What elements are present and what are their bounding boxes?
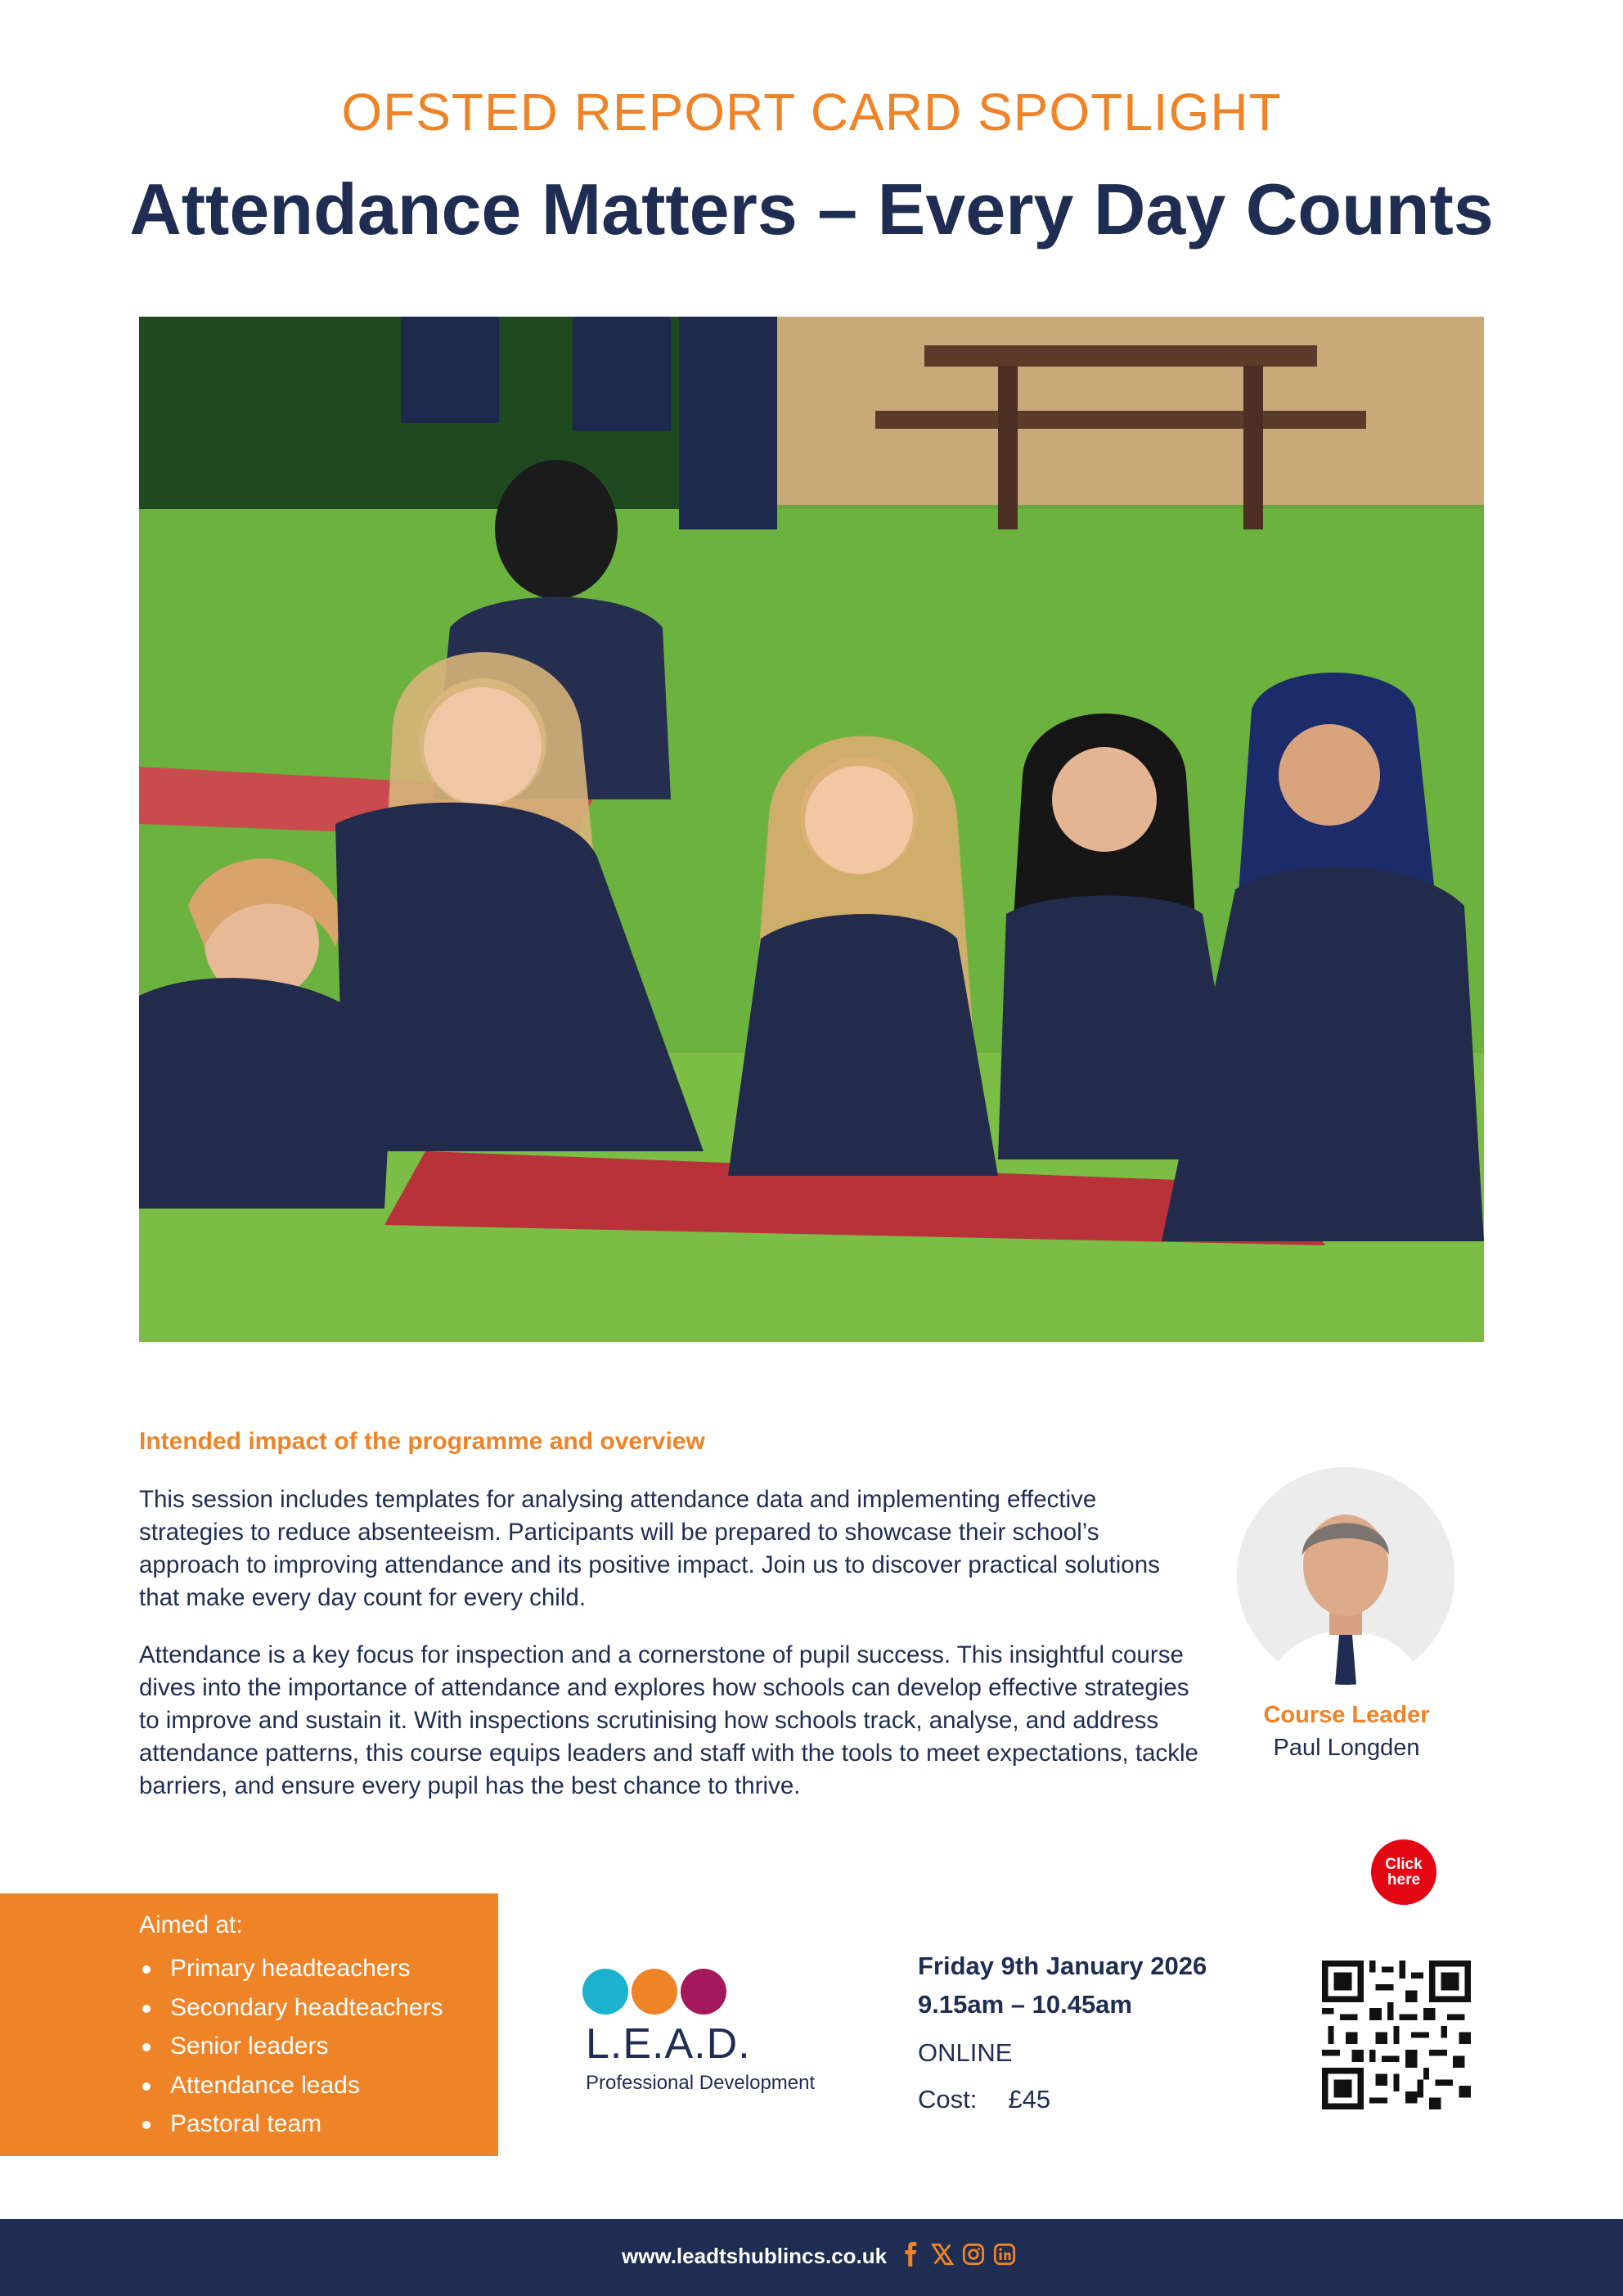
page-title: Attendance Matters – Every Day Counts: [129, 169, 1494, 250]
x-icon[interactable]: [931, 2242, 954, 2267]
page-kicker: OFSTED REPORT CARD SPOTLIGHT: [341, 83, 1282, 142]
course-leader-photo: [1237, 1467, 1454, 1685]
list-item: Senior leaders: [139, 2027, 443, 2066]
course-leader-name: Paul Longden: [1273, 1735, 1420, 1761]
linkedin-icon[interactable]: [993, 2242, 1016, 2267]
audience-list: [139, 1949, 443, 2144]
social-links: [900, 2242, 1016, 2267]
instagram-icon[interactable]: [962, 2242, 985, 2267]
logo-dot-purple: [681, 1969, 726, 2015]
logo-dot-orange: [632, 1969, 677, 2015]
logo-subtitle: Professional Development: [586, 2072, 816, 2094]
event-cost: [918, 2085, 1050, 2114]
list-item: Pastoral team: [139, 2105, 443, 2144]
audience-panel: [0, 1893, 498, 2156]
event-time: 9.15am – 10.45am: [918, 1990, 1132, 2019]
footer-bar: [0, 2219, 1623, 2296]
cost-value: £45: [1008, 2085, 1051, 2114]
logo-dot-blue: [582, 1969, 628, 2015]
facebook-icon[interactable]: [900, 2242, 923, 2267]
logo-name: L.E.A.D.: [586, 2020, 751, 2068]
audience-title: Aimed at:: [139, 1911, 243, 1938]
overview-heading: Intended impact of the programme and overview: [139, 1428, 705, 1455]
overview-paragraph-2: Attendance is a key focus for inspection and a cornerstone of pupil success. This insightful course dives into the importance of attendance and explores how schools can develop effective strategies to improve and sustain it. With inspections scrutinising how schools track, analyse, and address attendance patterns, this course equips leaders and staff with the tools to meet expectations, tackle barriers, and ensure every pupil has the best chance to thrive.: [139, 1641, 1198, 1799]
qr-code[interactable]: [1322, 1961, 1471, 2109]
event-date: Friday 9th January 2026: [918, 1952, 1207, 1980]
list-item: Primary headteachers: [139, 1949, 443, 1988]
click-here-label-1: Click: [1385, 1856, 1423, 1873]
cost-label: Cost:: [918, 2085, 978, 2114]
list-item: Attendance leads: [139, 2066, 443, 2105]
click-here-label-2: here: [1387, 1871, 1421, 1889]
overview-paragraph-1: This session includes templates for analysing attendance data and implementing effective strategies to reduce absenteeism. Participants will be prepared to showcase their school’s approach to improving attendance and its positive impact. Join us to discover practical solutions that make every day count for every child.: [139, 1486, 1160, 1611]
hero-photo: [139, 317, 1484, 1342]
footer-url[interactable]: www.leadtshublincs.co.uk: [622, 2244, 888, 2268]
click-here-button[interactable]: [1371, 1839, 1436, 1905]
list-item: Secondary headteachers: [139, 1988, 443, 2028]
event-mode: ONLINE: [918, 2038, 1013, 2067]
course-leader-label: Course Leader: [1263, 1702, 1430, 1728]
